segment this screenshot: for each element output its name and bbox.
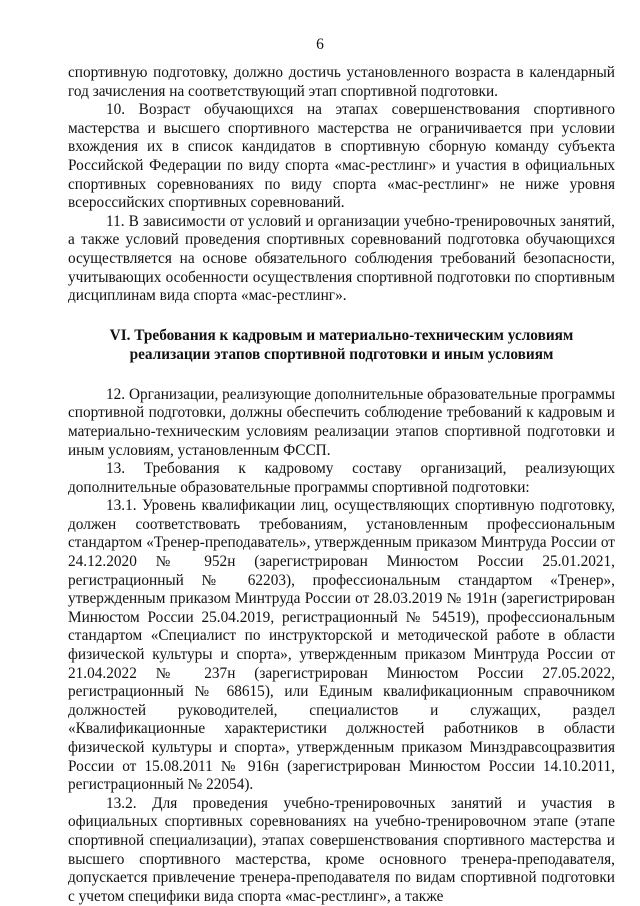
paragraph-10: 10. Возраст обучающихся на этапах совершенствования спортивного мастерства и высшего спортивного мастерства не ограничивается при условии вхождения их в список кандидатов в спортивную сборную команду субъекта Российской Федерации по виду спорта «мас-рестлинг» и участия в официальных спортивных соревнованиях по виду спорта «мас-рестлинг» не ниже уровня всероссийских спортивных соревнований. (68, 101, 615, 212)
paragraph-11: 11. В зависимости от условий и организации учебно-тренировочных занятий, а также условий проведения спортивных соревнований подготовка обучающихся осуществляется на основе обязательного соблюдения требований безопасности, учитывающих особенности осуществления спортивной подготовки по спортивным дисциплинам вида спорта «мас-рестлинг». (68, 212, 615, 305)
paragraph-13-2: 13.2. Для проведения учебно-тренировочных занятий и участия в официальных спортивных соревнованиях на учебно-тренировочном этапе (этапе спортивной специализации), этапах совершенствования спортивного мастерства и высшего спортивного мастерства, кроме основного тренера-преподавателя, допускается привлечение тренера-преподавателя по видам спортивной подготовки с учетом специфики вида спорта «мас-рестлинг», а также (68, 794, 615, 905)
document-body (68, 64, 615, 906)
paragraph-13: 13. Требования к кадровому составу организаций, реализующих дополнительные образовательные программы спортивной подготовки: (68, 460, 615, 496)
section-heading-vi: VI. Требования к кадровым и материально-техническим условиям реализации этапов спортивной подготовки и иным условиям (109, 326, 574, 363)
paragraph-13-1: 13.1. Уровень квалификации лиц, осуществляющих спортивную подготовку, должен соответствовать требованиям, установленным профессиональным стандартом «Тренер-преподаватель», утвержденным приказом Минтруда России от 24.12.2020 № 952н (зарегистрирован Минюстом России 25.01.2021, регистрационный № 62203), профессиональным стандартом «Тренер», утвержденным приказом Минтруда России от 28.03.2019 № 191н (зарегистрирован Минюстом России 25.04.2019, регистрационный № 54519), профессиональным стандартом «Специалист по инструкторской и методической работе в области физической культуры и спорта», утвержденным приказом Минтруда России от 21.04.2022 № 237н (зарегистрирован Минюстом России 27.05.2022, регистрационный № 68615), или Единым квалификационным справочником должностей руководителей, специалистов и служащих, раздел «Квалификационные характеристики должностей работников в области физической культуры и спорта», утвержденным приказом Минздравсоцразвития России от 15.08.2011 № 916н (зарегистрирован Минюстом России 14.10.2011, регистрационный № 22054). (68, 497, 615, 794)
paragraph-continuation: спортивную подготовку, должно достичь установленного возраста в календарный год зачисления на соответствующий этап спортивной подготовки. (68, 64, 615, 100)
paragraph-12: 12. Организации, реализующие дополнительные образовательные программы спортивной подготовки, должны обеспечить соблюдение требований к кадровым и материально-техническим условиям реализации этапов спортивной подготовки и иным условиям, установленным ФССП. (68, 385, 615, 459)
page-number: 6 (316, 36, 324, 53)
